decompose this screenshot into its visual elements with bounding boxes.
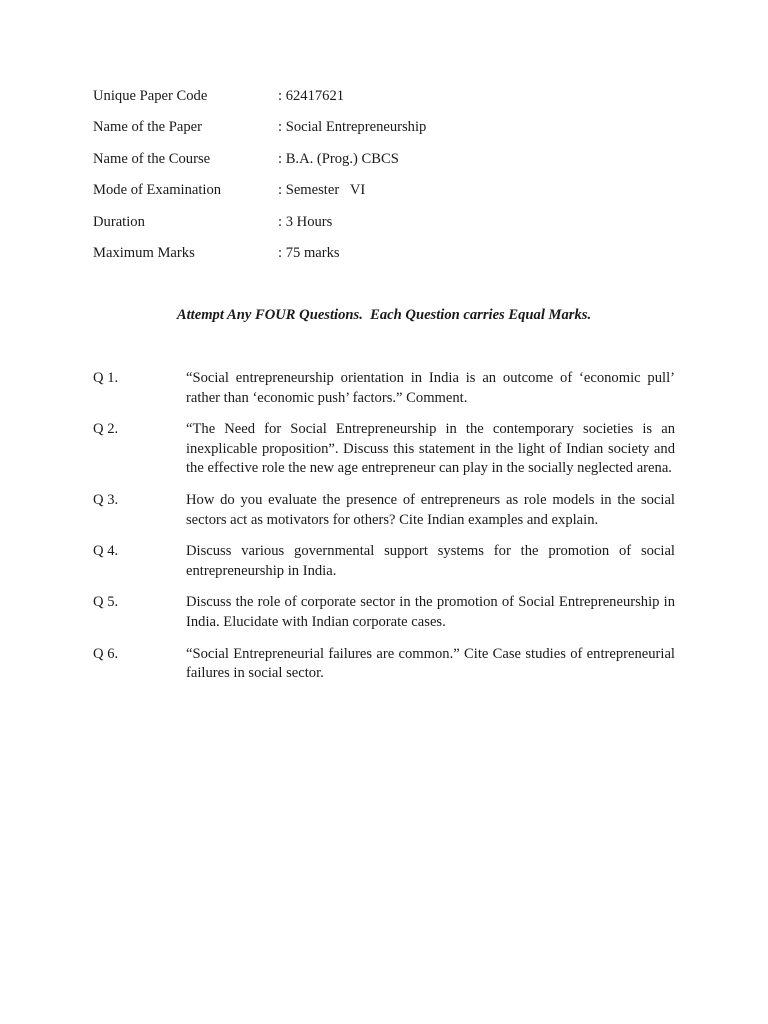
detail-label: Maximum Marks	[93, 244, 195, 261]
detail-row-course-name	[93, 149, 693, 180]
detail-label: Mode of Examination	[93, 182, 222, 199]
question-item	[93, 645, 675, 684]
detail-label: Name of the Course	[93, 150, 211, 167]
question-item	[93, 420, 675, 479]
exam-instruction: Attempt Any FOUR Questions. Each Question carries Equal Marks.	[176, 307, 592, 323]
detail-value: : 62417621	[278, 88, 345, 104]
paper-details	[93, 86, 693, 274]
question-number: Q 4.	[93, 543, 119, 560]
question-number: Q 1.	[93, 370, 119, 386]
question-item	[93, 369, 675, 408]
question-number: Q 3.	[93, 491, 119, 508]
detail-row-duration	[93, 212, 693, 243]
detail-value: : Semester VI	[278, 182, 366, 199]
question-number: Q 6.	[93, 645, 119, 662]
question-text: Discuss the role of corporate sector in the promotion of Social Entrepreneurship in India. Elucidate with Indian corporate cases.	[186, 594, 675, 630]
question-item	[93, 593, 675, 632]
detail-row-paper-name	[93, 117, 693, 148]
detail-value: : Social Entrepreneurship	[278, 119, 427, 136]
detail-value: : 3 Hours	[278, 213, 333, 230]
question-text: “The Need for Social Entrepreneurship in the contemporary societies is an inexplicable proposition”. Discuss this statement in the light of Indian society and the effective role the new age entrepreneur can play in the socially neglected arena.	[186, 421, 675, 477]
detail-value: : B.A. (Prog.) CBCS	[278, 150, 399, 167]
question-text: “Social Entrepreneurial failures are common.” Cite Case studies of entrepreneurial failures in social sector.	[186, 645, 675, 682]
question-text: “Social entrepreneurship orientation in India is an outcome of ‘economic pull’ rather than ‘economic push’ factors.” Comment.	[186, 370, 675, 406]
detail-row-max-marks	[93, 243, 693, 274]
question-item	[93, 491, 675, 530]
detail-value: : 75 marks	[278, 244, 340, 261]
detail-row-exam-mode	[93, 180, 693, 211]
question-text: How do you evaluate the presence of entrepreneurs as role models in the social sectors act as motivators for others? Cite Indian examples and explain.	[186, 491, 675, 528]
question-text: Discuss various governmental support systems for the promotion of social entrepreneurship in India.	[186, 543, 675, 579]
detail-label: Unique Paper Code	[93, 88, 208, 104]
question-list	[93, 369, 675, 684]
detail-row-paper-code	[93, 86, 693, 117]
detail-label: Name of the Paper	[93, 119, 203, 136]
detail-label: Duration	[93, 213, 145, 230]
question-item	[93, 542, 675, 581]
question-number: Q 2.	[93, 421, 119, 438]
question-number: Q 5.	[93, 594, 119, 611]
